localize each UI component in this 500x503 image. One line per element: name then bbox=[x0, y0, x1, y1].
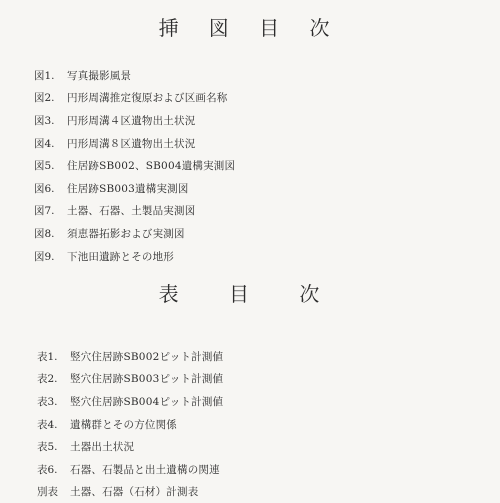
list-item bbox=[37, 390, 223, 413]
list-item bbox=[34, 245, 235, 268]
item-title: 竪穴住居跡SB003ピット計測値 bbox=[70, 373, 224, 386]
item-number: 図8. bbox=[34, 227, 55, 240]
list-item bbox=[37, 435, 223, 458]
list-item bbox=[34, 222, 235, 245]
item-number: 別表 bbox=[37, 486, 58, 499]
item-title: 写真撮影風景 bbox=[67, 69, 132, 82]
list-item bbox=[34, 177, 235, 200]
item-number: 図7. bbox=[34, 205, 55, 218]
item-title: 須恵器拓影および実測図 bbox=[67, 227, 185, 240]
list-item bbox=[37, 368, 223, 391]
list-item bbox=[34, 64, 235, 87]
list-item bbox=[37, 481, 223, 503]
list-item bbox=[34, 154, 235, 177]
item-title: 円形周溝４区遺物出土状況 bbox=[67, 114, 196, 127]
item-number: 表4. bbox=[37, 418, 58, 431]
list-item bbox=[37, 458, 223, 481]
item-title: 竪穴住居跡SB004ピット計測値 bbox=[70, 395, 224, 408]
item-title: 円形周溝推定復原および区画名称 bbox=[67, 92, 228, 105]
item-title: 遺構群とその方位関係 bbox=[70, 418, 177, 431]
list-item bbox=[34, 132, 235, 155]
item-number: 表6. bbox=[37, 463, 58, 476]
item-number: 表5. bbox=[37, 441, 58, 454]
item-title: 石器、石製品と出土遺構の関連 bbox=[70, 463, 220, 476]
item-title: 土器出土状況 bbox=[70, 441, 135, 454]
list-item bbox=[34, 109, 235, 132]
item-number: 表1. bbox=[37, 350, 58, 363]
figure-index-list bbox=[34, 64, 235, 267]
item-number: 図9. bbox=[34, 250, 55, 263]
list-item bbox=[37, 345, 223, 368]
list-item bbox=[34, 200, 235, 223]
item-number: 表2. bbox=[37, 373, 58, 386]
item-number: 図5. bbox=[34, 160, 55, 173]
item-number: 図1. bbox=[34, 69, 55, 82]
item-title: 土器、石器（石材）計測表 bbox=[70, 486, 199, 499]
item-title: 土器、石器、土製品実測図 bbox=[67, 205, 196, 218]
item-number: 図6. bbox=[34, 182, 55, 195]
item-title: 円形周溝８区遺物出土状況 bbox=[67, 137, 196, 150]
table-index-heading: 表 目 次 bbox=[158, 282, 342, 306]
item-title: 住居跡SB002、SB004遺構実測図 bbox=[67, 160, 236, 173]
item-title: 住居跡SB003遺構実測図 bbox=[67, 182, 189, 195]
item-number: 図2. bbox=[34, 92, 55, 105]
table-index-list bbox=[37, 345, 223, 503]
item-title: 下池田遺跡とその地形 bbox=[67, 250, 174, 263]
item-title: 竪穴住居跡SB002ピット計測値 bbox=[70, 350, 224, 363]
item-number: 図3. bbox=[34, 114, 55, 127]
figure-index-heading: 挿 図 目 次 bbox=[158, 16, 342, 40]
list-item bbox=[34, 87, 235, 110]
list-item bbox=[37, 413, 223, 436]
item-number: 表3. bbox=[37, 395, 58, 408]
item-number: 図4. bbox=[34, 137, 55, 150]
